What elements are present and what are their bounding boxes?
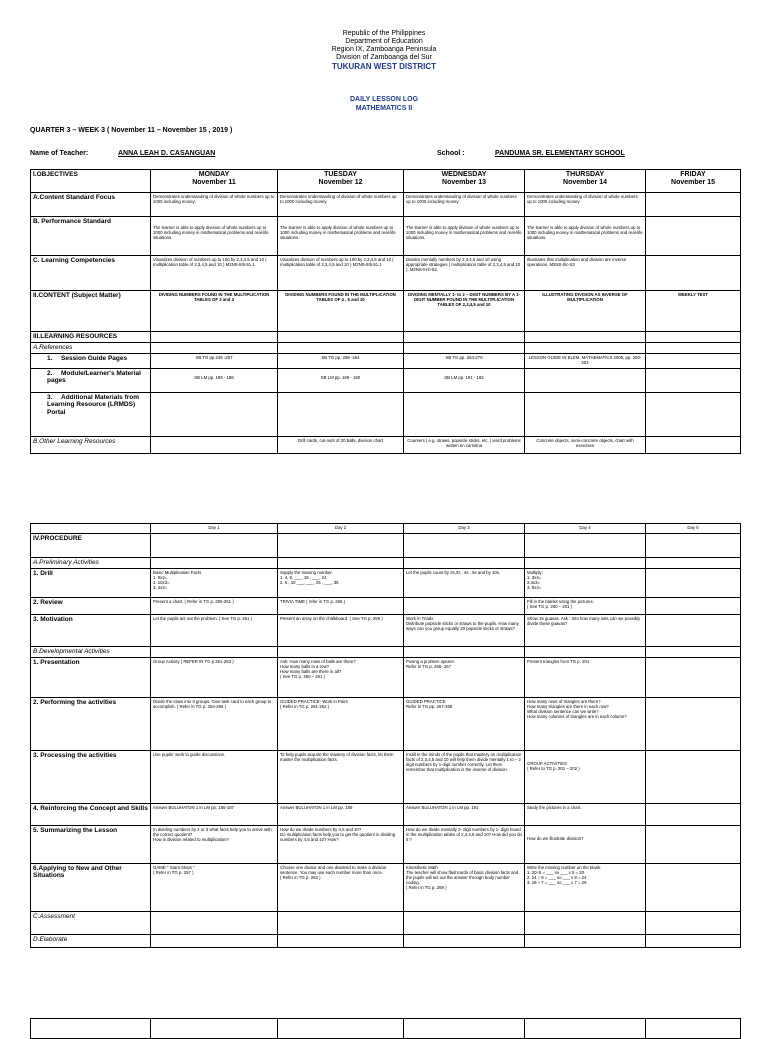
reinforcing-row [31, 803, 741, 825]
table-cell: WEEKLY TEST [646, 291, 741, 332]
table-cell: GUIDED PRACTICE- Work in Pairs ( Refer in TG p. 261-262 ) [278, 697, 404, 750]
objectives-label: I.OBJECTIVES [31, 170, 151, 193]
processing-row [31, 750, 741, 803]
competencies-row [31, 256, 741, 291]
table-cell [646, 697, 741, 750]
table-cell: To help pupils acquire the mastery of division facts, let them master the multiplication facts. [278, 750, 404, 803]
table-cell [646, 863, 741, 911]
table-cell: Ask: How many rows of balls are there? How many balls in a row? How many balls are there in all? ( See TG p. 260 – 261 ) [278, 657, 404, 697]
table-cell: Answer BULUHATON 1 in LM pp. 186-187 [151, 803, 278, 825]
other-resources-row [31, 436, 741, 453]
day-friday: FRIDAY November 15 [646, 170, 741, 193]
table-cell: ILLUSTRATING DIVISION AS INVERSE OF MULTIPLICATION [525, 291, 646, 332]
table-cell: DIVIDING NUMBERS FOUND IN THE MULTIPLICATION TABLES OF 2 and 3 [151, 291, 278, 332]
table-cell: Group Activity ( REFER IN TG p 251-253 ) [151, 657, 278, 697]
table-cell [404, 598, 525, 615]
day-3-header: Day 3 [404, 524, 525, 534]
table-cell: DIVIDING MENTALLY 1- to 2 – DIGIT NUMBERS BY A 1- DIGIT NUMBER FOUND IN THE MULTIPLICATION TABLES OF 2,3,4,5 and 10 [404, 291, 525, 332]
table-cell: The learner is able to apply division of whole numbers up to 1000 including money in mathematical problems and real-life situations. [151, 217, 278, 256]
processing-label: 3. Processing the activities [31, 750, 151, 803]
table-cell [646, 598, 741, 615]
table-cell: How do we divide mentally 2- digit numbers by 1- digit found in the multiplication tables of 2,3,4,5 and 10? How did you do it ? [404, 825, 525, 863]
motivation-row [31, 615, 741, 647]
content-row [31, 291, 741, 332]
table-cell [646, 368, 741, 392]
table-cell: Illustrates that multiplication and division are inverse operations. M2NS-IIIc-53 [525, 256, 646, 291]
day-1-header: Day 1 [151, 524, 278, 534]
resources-label: III.LEARNING RESOURCES [31, 332, 151, 343]
table-cell: Demonstrates understanding of division of whole numbers up to 1000 including money. [278, 193, 404, 217]
teacher-name: ANNA LEAH D. CASANGUAN [118, 150, 216, 157]
table-cell: Kinesthetic Math The teacher will show flashcards of basic division facts and the pupils will act out the answer through body number coding. ( Refer in TG p. 269 ) [404, 863, 525, 911]
summarizing-label: 5. Summarizing the Lesson [31, 825, 151, 863]
table-cell: GROUP ACTIVITIES ( Refer to TG p. 201 – 202 ) [525, 750, 646, 803]
table-cell: Present triangles from TG p. 201 [525, 657, 646, 697]
table-cell: SB LM pp. 189 - 190 [278, 368, 404, 392]
table-cell: SB TG pp.249 -257 [151, 353, 278, 368]
table-cell: Instill in the minds of the pupils that mastery on multiplication facts of 2,3,4,5 and 10 will help them divide mentally 1 to – 2 digit numbers by 1-digit number correctly. Let them remember that multiplication is the inverse of division. [404, 750, 525, 803]
table-cell [646, 569, 741, 598]
content-standard-row [31, 193, 741, 217]
table-cell: DIVIDING NUMBERS FOUND IN THE MULTIPLICATION TABLES OF 4 , 5 and 10 [278, 291, 404, 332]
table-cell: Answer BULUHATON 1 in LM pp. 189 [278, 803, 404, 825]
procedure-label: IV.PROCEDURE [31, 534, 151, 558]
table-cell: Drill cards, cut-outs of 20 balls, division chart [278, 436, 404, 453]
table-cell: Supply the missing number. 1. 4, 8, ___, 16 , ___, 24 2. 5 , 10 ___, ___, 25 , ___, 35 [278, 569, 404, 598]
table-cell [646, 193, 741, 217]
day-tuesday: TUESDAY November 12 [278, 170, 404, 193]
table-cell [646, 750, 741, 803]
table-cell: The learner is able to apply division of whole numbers up to 1000 including money in mathematical problems and real-life situations. [404, 217, 525, 256]
dll-title: DAILY LESSON LOG [349, 96, 419, 103]
school-name: PANDUMA SR. ELEMENTARY SCHOOL [495, 150, 625, 157]
table-cell: TRIVIA TIME ( refer in TG p. 259 ) [278, 598, 404, 615]
table-cell: Visualizes division of numbers up to 100 by 2,3,4,5 and 10 ( multiplication table of 2,3,4,5 and 10 ) M2NS-IIIb-51.1 [278, 256, 404, 291]
table-cell: Work in Triads Distribute popsicle sticks or straws to the pupils. How many ways can you group equally 20 popsicle sticks or straws? [404, 615, 525, 647]
table-cell: Demonstrates understanding of division of whole numbers up to 1000 including money. [404, 193, 525, 217]
table-cell [646, 217, 741, 256]
preliminary-row [31, 558, 741, 569]
assessment-row [31, 911, 741, 934]
competencies-label: C. Learning Competencies [31, 256, 151, 291]
table-cell: Demonstrates understanding of division of whole numbers up to 1000 including money. [525, 193, 646, 217]
references-label: A.References [31, 343, 151, 354]
table-cell: Present an array on the chalkboard. ( See TG p. 259 ) [278, 615, 404, 647]
table-cell: GUIDED PRACTICE Refer in TG pp. 267-268 [404, 697, 525, 750]
table-cell [151, 436, 278, 453]
session-guide-row [31, 353, 741, 368]
district-line: TUKURAN WEST DISTRICT [332, 62, 436, 71]
table-cell: Basic Multiplication Facts 1. 9x2= 2. 10x3= 3. 4x2= [151, 569, 278, 598]
procedure-table [30, 523, 741, 948]
reinforcing-label: 4. Reinforcing the Concept and Skills [31, 803, 151, 825]
table-cell: Concrete objects, semi-concrete objects, chart with exercises [525, 436, 646, 453]
day-2-header: Day 2 [278, 524, 404, 534]
table-cell: Let the pupils count by 2s,3s , 4s , 5s and by 10s. [404, 569, 525, 598]
quarter-line: QUARTER 3 – WEEK 3 ( November 11 – November 15 , 2019 ) [30, 127, 233, 134]
review-row [31, 598, 741, 615]
references-row [31, 343, 741, 354]
session-guide-label: 1. Session Guide Pages [31, 353, 151, 368]
drill-row [31, 569, 741, 598]
review-label: 2. Review [31, 598, 151, 615]
developmental-label: B.Developmental Activities [31, 647, 151, 658]
presentation-row [31, 657, 741, 697]
table-cell: How many rows of triangles are there? How many triangles are there in each row? What division sentence can we write? How many columns of triangles are in each column? [525, 697, 646, 750]
table-cell: Show 15 guavas. Ask : Into how many sets can we possibly divide these guavas? [525, 615, 646, 647]
table-cell: SB TG pp. 258 -264 [278, 353, 404, 368]
developmental-row [31, 647, 741, 658]
table-cell: The learner is able to apply division of whole numbers up to 1000 including money in mathematical problems and real-life situations. [525, 217, 646, 256]
performing-label: 2. Performing the activities [31, 697, 151, 750]
table-cell: Present a chart. ( Refer in TG p. 250-251 ) [151, 598, 278, 615]
day-wednesday: WEDNESDAY November 13 [404, 170, 525, 193]
table-cell: Fill in the blanks using the pictures. ( See TG p. 200 – 201 ) [525, 598, 646, 615]
table-cell: Posing a problem opener. Refer in TG p. 266- 267 [404, 657, 525, 697]
table-cell [646, 825, 741, 863]
table-cell [646, 657, 741, 697]
table-cell: Write the missing number on the blank. 1. 20÷5 = ___ so ___ x 5 = 20 2. 24 ÷ 8 = ___ so ___ x 8 = 24 3. 28 ÷ 7 = ___ so ___ x 7 = 28 [525, 863, 646, 911]
preliminary-label: A.Preliminary Activities [31, 558, 151, 569]
table-cell [646, 256, 741, 291]
performance-standard-row [31, 217, 741, 256]
days-header-row [31, 170, 741, 193]
elaborate-label: D.Elaborate [31, 934, 151, 947]
republic-line: Republic of the Philippines [342, 30, 426, 37]
table-cell: In dividing numbers by 2 or 3 what facts help you to arrive with the correct quotient? How is division related to multiplication? [151, 825, 278, 863]
table-cell [646, 353, 741, 368]
table-cell: SB LM pp. 191 - 192 [404, 368, 525, 392]
day-header-row [31, 524, 741, 534]
table-cell: Divides mentally numbers by 2,3,4,5 and 10 using appropriate strategies ( multiplication table of 2,3,4,5 and 10 ). M2NS-III-b-52. [404, 256, 525, 291]
module-row [31, 368, 741, 392]
region-line: Region IX, Zamboanga Peninsula [331, 46, 437, 53]
school-label: School : [437, 150, 465, 157]
day-monday: MONDAY November 11 [151, 170, 278, 193]
deped-line: Department of Education [345, 38, 423, 45]
applying-label: 6.Applying to New and Other Situations [31, 863, 151, 911]
table-cell: GAME:" Giant Steps " ( Refer in TG p. 257 ) [151, 863, 278, 911]
day-5-header: Day 5 [646, 524, 741, 534]
table-cell: Counters ( e.g. straws, popsicle sticks, etc. ) word problems written on cartolina [404, 436, 525, 453]
additional-materials-row [31, 392, 741, 436]
document-header [0, 30, 768, 72]
teacher-label: Name of Teacher: [30, 150, 89, 157]
objectives-table [30, 169, 741, 454]
table-cell: The learner is able to apply division of whole numbers up to 1000 including money in mathematical problems and real-life situations. [278, 217, 404, 256]
day-thursday: THURSDAY November 14 [525, 170, 646, 193]
table-row [31, 1019, 741, 1039]
day-4-header: Day 4 [525, 524, 646, 534]
table-cell: SB TG pp. 264-270 [404, 353, 525, 368]
table-cell: Multiply: 1. 3x4= 2.4x3= 3. 9x4= [525, 569, 646, 598]
table-cell: Answer BULUHATON 1 in LM pp. 191 [404, 803, 525, 825]
table-cell: Choose one divisor and one dividend to make a division sentence. You may use each number more than once. ( Refer in TG p. 263 ) [278, 863, 404, 911]
presentation-label: 1. Presentation [31, 657, 151, 697]
module-label: 2. Module/Learner's Material pages [31, 368, 151, 392]
motivation-label: 3. Motivation [31, 615, 151, 647]
resources-row [31, 332, 741, 343]
performing-row [31, 697, 741, 750]
table-cell [646, 615, 741, 647]
drill-label: 1. Drill [31, 569, 151, 598]
division-line: Division of Zamboanga del Sur [336, 54, 432, 61]
content-label: II.CONTENT (Subject Matter) [31, 291, 151, 332]
content-standard-label: A.Content Standard Focus [31, 193, 151, 217]
table-cell: How do we illustrate division? [525, 825, 646, 863]
other-resources-label: B.Other Learning Resources [31, 436, 151, 453]
table-cell: Use pupils' work to guide discussions. [151, 750, 278, 803]
assessment-label: C.Assessment [31, 911, 151, 934]
continuation-table [30, 1018, 741, 1039]
table-cell: How do we divide numbers by 4,5 and 10? Do multiplication facts help you to get the quotient in dividing numbers by 4,5 and 10? How? [278, 825, 404, 863]
table-cell [525, 368, 646, 392]
subject-title: MATHEMATICS II [355, 105, 413, 112]
table-cell: Let the pupils act out the problem. ( See TG p. 251 ) [151, 615, 278, 647]
table-cell [646, 803, 741, 825]
table-cell [646, 436, 741, 453]
table-cell: Study the pictures in a chart. [525, 803, 646, 825]
table-cell: Demonstrates understanding of division of whole numbers up to 1000 including money. [151, 193, 278, 217]
performance-standard-label: B. Performance Standard [31, 217, 151, 256]
procedure-row [31, 534, 741, 558]
table-cell: Divide the class into 3 groups. Give task card to each group to accomplish. ( Refer in TG p. 254-256 ) [151, 697, 278, 750]
document-title [0, 95, 768, 113]
table-cell: Visualizes division of numbers up to 100 by 2,3,4,5 and 10 ( multiplication table of 2,3,4,5 and 10 ) M2NS-IIIb-51.1 [151, 256, 278, 291]
elaborate-row [31, 934, 741, 947]
table-cell: LESSON GUIDE IN ELEM. MATHEMATICS 2005, pp. 200-203 [525, 353, 646, 368]
summarizing-row [31, 825, 741, 863]
table-cell: SB LM pp. 186 - 188 [151, 368, 278, 392]
applying-row [31, 863, 741, 911]
additional-materials-label: 3. Additional Materials from Learning Resource (LRMDS) Portal [31, 392, 151, 436]
